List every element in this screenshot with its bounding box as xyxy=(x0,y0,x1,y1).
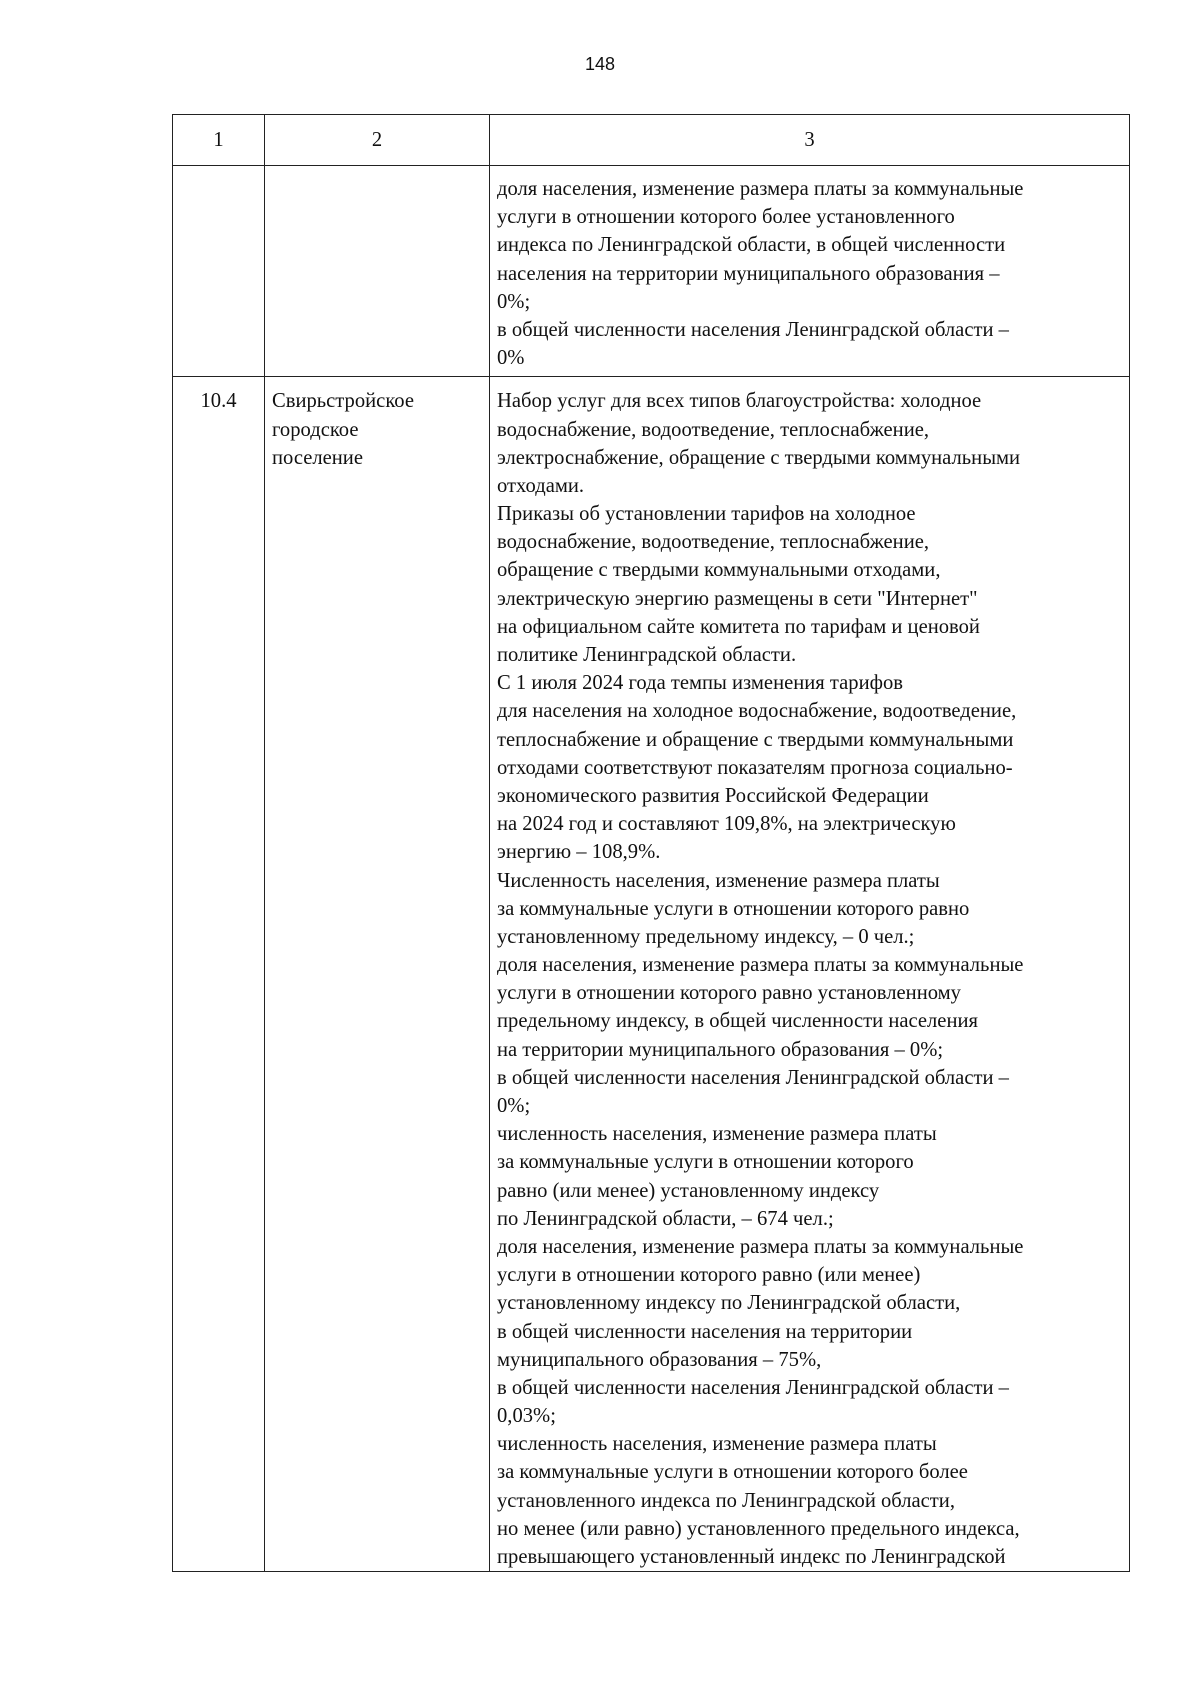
tariff-table xyxy=(172,114,1130,1572)
text-line: равно (или менее) установленному индексу xyxy=(497,1179,880,1202)
text-line: доля населения, изменение размера платы за коммунальные xyxy=(497,1235,1024,1258)
text-line: отходами соответствуют показателям прогноза социально- xyxy=(497,756,1013,779)
column-header-3: 3 xyxy=(490,115,1130,166)
text-line: по Ленинградской области, – 674 чел.; xyxy=(497,1207,834,1230)
text-line: городское xyxy=(272,418,359,441)
text-line: в общей численности населения Ленинградской области – xyxy=(497,1066,1009,1089)
text-line: на 2024 год и составляют 109,8%, на электрическую xyxy=(497,813,956,836)
text-line: поселение xyxy=(272,446,363,469)
description-cell xyxy=(490,377,1130,1572)
description-cell xyxy=(490,166,1130,377)
text-line: предельному индексу, в общей численности населения xyxy=(497,1010,978,1033)
row-number-cell xyxy=(173,166,265,377)
text-line: установленному предельному индексу, – 0 чел.; xyxy=(497,925,915,948)
row-number-cell: 10.4 xyxy=(173,377,265,1572)
text-line: установленного индекса по Ленинградской области, xyxy=(497,1489,955,1512)
column-header-2: 2 xyxy=(265,115,490,166)
text-line: для населения на холодное водоснабжение, водоотведение, xyxy=(497,700,1017,723)
text-line: в общей численности населения Ленинградской области – xyxy=(497,1376,1009,1399)
text-line: отходами. xyxy=(497,474,585,497)
page-number: 148 xyxy=(584,54,616,74)
text-line: электрическую энергию размещены в сети "Интернет" xyxy=(497,587,978,610)
text-line: политике Ленинградской области. xyxy=(497,644,797,666)
text-line: Численность населения, изменение размера платы xyxy=(497,869,940,892)
text-line: С 1 июля 2024 года темпы изменения тарифов xyxy=(497,672,903,695)
text-line: теплоснабжение и обращение с твердыми коммунальными xyxy=(497,728,1014,751)
text-line: но менее (или равно) установленного предельного индекса, xyxy=(497,1517,1020,1540)
text-line: за коммунальные услуги в отношении которого равно xyxy=(497,897,970,920)
text-line: установленному индексу по Ленинградской области, xyxy=(497,1292,961,1315)
text-line: Приказы об установлении тарифов на холодное xyxy=(497,503,916,526)
text-line: 0% xyxy=(497,347,525,370)
text-line: водоснабжение, водоотведение, теплоснабжение, xyxy=(497,531,930,554)
table-header-row xyxy=(173,115,1130,166)
text-line: на официальном сайте комитета по тарифам и ценовой xyxy=(497,615,980,638)
text-line: индекса по Ленинградской области, в общей численности xyxy=(497,234,1006,257)
text-line: 0%; xyxy=(497,1095,531,1117)
text-line: доля населения, изменение размера платы за коммунальные xyxy=(497,178,1024,200)
column-header-1: 1 xyxy=(173,115,265,166)
text-line: Набор услуг для всех типов благоустройства: холодное xyxy=(497,390,982,413)
text-line: электроснабжение, обращение с твердыми коммунальными xyxy=(497,446,1021,469)
text-line: 0,03%; xyxy=(497,1405,556,1428)
text-line: превышающего установленный индекс по Ленинградской xyxy=(497,1546,1006,1568)
text-line: услуги в отношении которого равно (или менее) xyxy=(497,1264,921,1287)
text-line: услуги в отношении которого более установленного xyxy=(497,206,955,229)
text-line: водоснабжение, водоотведение, теплоснабжение, xyxy=(497,418,930,441)
text-line: за коммунальные услуги в отношении которого xyxy=(497,1151,914,1174)
text-line: 0%; xyxy=(497,290,531,313)
text-line: за коммунальные услуги в отношении которого более xyxy=(497,1461,968,1484)
municipality-cell xyxy=(265,166,490,377)
table-row xyxy=(173,166,1130,377)
text-line: численность населения, изменение размера платы xyxy=(497,1433,937,1456)
text-line: экономического развития Российской Федерации xyxy=(497,784,929,807)
table-row xyxy=(173,377,1130,1572)
text-line: доля населения, изменение размера платы за коммунальные xyxy=(497,954,1024,977)
text-line: Свирьстройское xyxy=(272,390,414,413)
text-line: энергию – 108,9%. xyxy=(497,841,661,864)
municipality-cell xyxy=(265,377,490,1572)
text-line: численность населения, изменение размера платы xyxy=(497,1123,937,1146)
text-line: в общей численности населения Ленинградской области – xyxy=(497,318,1009,341)
text-line: услуги в отношении которого равно установленному xyxy=(497,982,961,1005)
text-line: обращение с твердыми коммунальными отходами, xyxy=(497,559,941,582)
text-line: муниципального образования – 75%, xyxy=(497,1348,822,1371)
text-line: населения на территории муниципального образования – xyxy=(497,262,1000,285)
text-line: в общей численности населения на территории xyxy=(497,1320,913,1343)
text-line: на территории муниципального образования – 0%; xyxy=(497,1038,944,1061)
